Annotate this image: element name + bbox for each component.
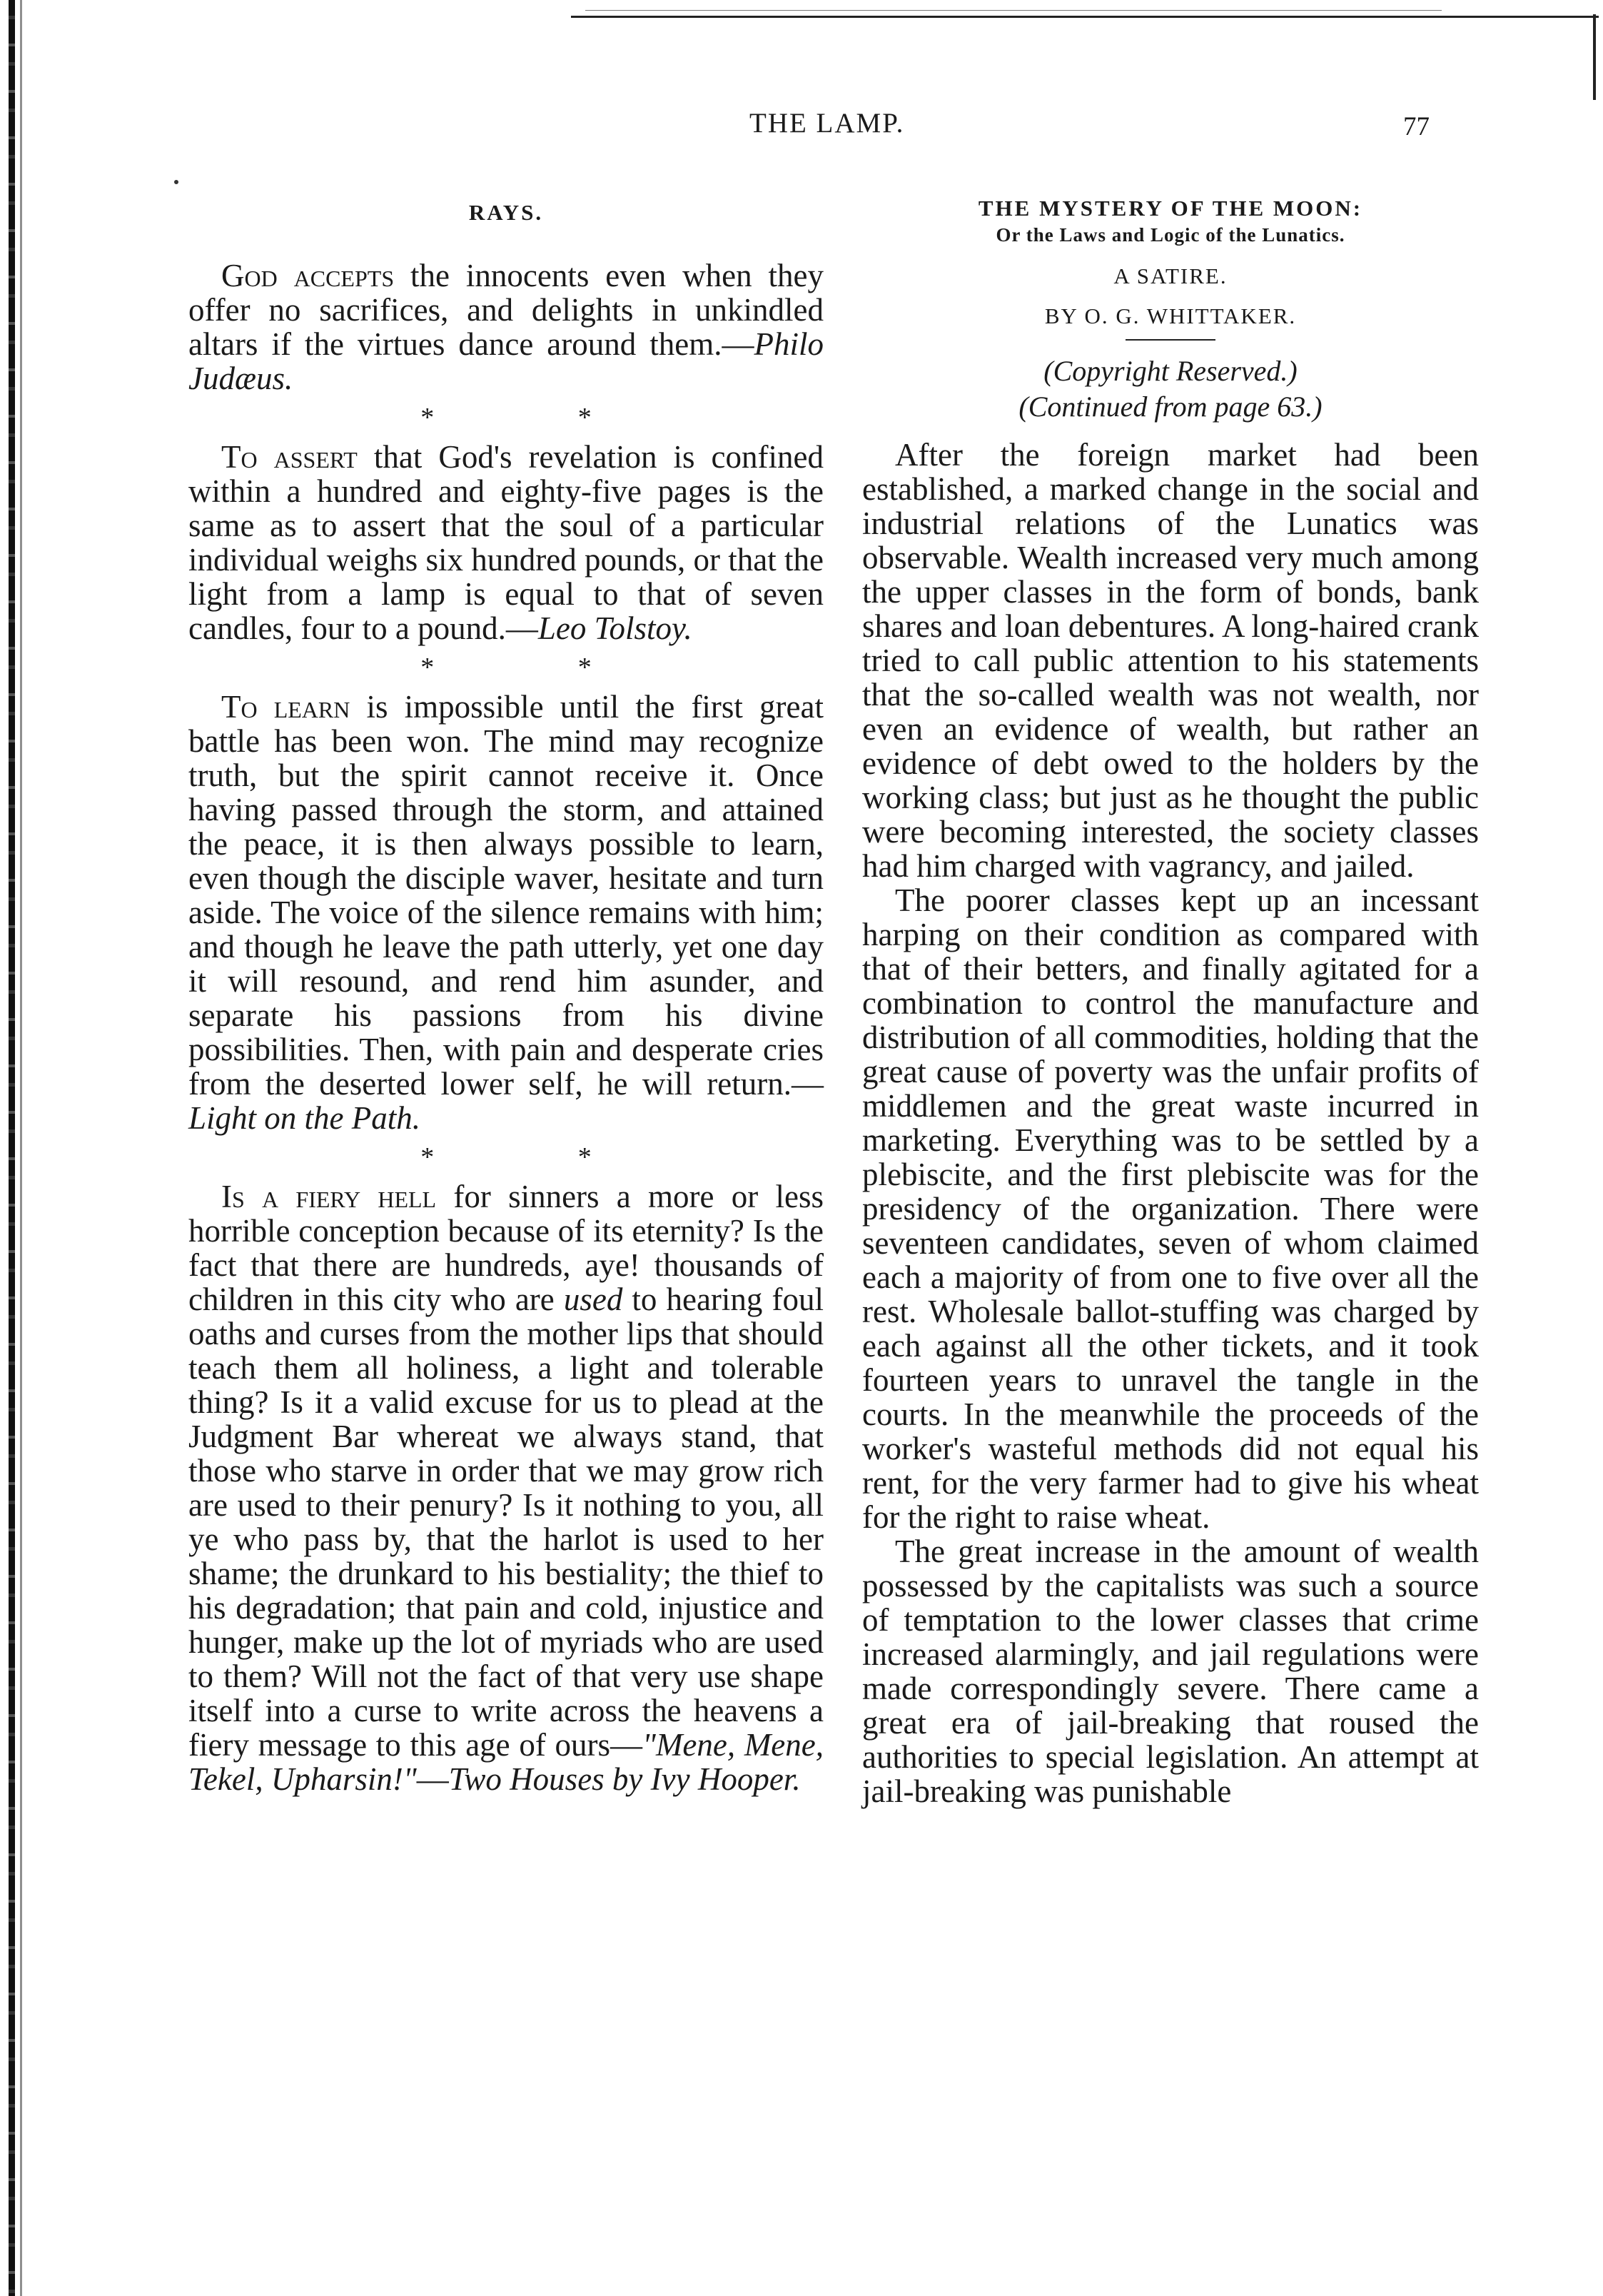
ink-speck xyxy=(174,180,178,184)
paragraph xyxy=(188,258,824,396)
scan-border-line xyxy=(571,16,1599,18)
paragraph-text: to hearing foul oaths and curses from the mother lips that should teach them all holiness, a light and tolerable thing? Is it a valid excuse for us to plead at the Judgment Bar whereat we always stand, that those who starve in order that we may grow rich are used to their penury? Is it nothing to you, all ye who pass by, that the harlot is used to her shame; the drunkard to his bestiality; the thief to his degradation; that pain and cold, injustice and hunger, make up the lot of myriads who are used to them? Will not the fact of that very use shape itself into a curse to write across the heavens a fiery message to this age of ours— xyxy=(188,1282,824,1763)
emphasis: used xyxy=(563,1282,623,1317)
citation: Two Houses by Ivy Hooper. xyxy=(448,1761,801,1797)
continued-note: (Continued from page 63.) xyxy=(1018,391,1323,423)
editorial-notes xyxy=(862,353,1479,425)
article-title: THE MYSTERY OF THE MOON: xyxy=(978,196,1363,221)
article-subtitle: Or the Laws and Logic of the Lunatics. xyxy=(996,224,1345,246)
left-column xyxy=(188,186,824,1796)
binding-edge xyxy=(9,0,15,2296)
paragraph xyxy=(188,1179,824,1796)
quotation: "Mene, Mene, Tekel, Upharsin!" xyxy=(188,1727,824,1797)
paragraph-text: the innocents even when they offer no sacrifices, and delights in unkindled altars if the virtues dance around them.— xyxy=(188,258,824,362)
paragraph: The great increase in the amount of wealth possessed by the capitalists was such a source of temptation to the lower classes that crime increased alarmingly, and jail regulations were made correspondingly severe. There came a great era of jail-breaking that roused the authorities to special legislation. An attempt at jail-breaking was punishable xyxy=(862,1534,1479,1809)
paragraph-text: that God's revelation is confined within a hundred and eighty-five pages is the same as to assert that the soul of a particular individual weighs six hundred pounds, or that the light from a lamp is equal to that of seven candles, four to a pound.— xyxy=(188,439,824,646)
article-genre: A SATIRE. xyxy=(1113,263,1228,288)
citation: Leo Tolstoy. xyxy=(537,610,692,646)
paragraph-lead: God accepts xyxy=(221,258,395,293)
journal-title: THE LAMP. xyxy=(749,108,905,139)
paragraph-lead: To assert xyxy=(221,439,358,475)
paragraph-lead: Is a fiery hell xyxy=(221,1179,437,1214)
citation: Philo Judæus. xyxy=(188,326,824,396)
citation: Light on the Path. xyxy=(188,1100,420,1136)
paragraph xyxy=(188,690,824,1135)
section-heading: RAYS. xyxy=(468,200,544,225)
copyright-note: (Copyright Reserved.) xyxy=(1043,355,1298,387)
paragraph xyxy=(188,440,824,645)
right-column xyxy=(862,186,1479,1808)
byline: BY O. G. WHITTAKER. xyxy=(1044,303,1297,328)
paragraph-lead: To learn xyxy=(221,689,350,725)
dash: — xyxy=(416,1761,449,1797)
asterisk-separator: * * xyxy=(420,1142,660,1172)
divider xyxy=(1126,339,1215,341)
paragraph: The poorer classes kept up an incessant harping on their condition as compared with that of their betters, and finally agitated for a combination to control the manufacture and distribution of all commodities, holding that the great cause of poverty was the unfair profits of middlemen and the great waste incurred in marketing. Everything was to be settled by a plebiscite, and the first plebiscite was for the presidency of the organization. There were seventeen candidates, seven of whom claimed each a majority of from one to five over all the rest. Wholesale ballot-stuffing was charged by each against all the other tickets, and it took fourteen years to unravel the tangle in the courts. In the meanwhile the proceeds of the worker's wasteful methods did not equal his rent, for the very farmer had to give his wheat for the right to raise wheat. xyxy=(862,882,1479,1535)
scan-border-line xyxy=(1593,14,1596,100)
asterisk-separator: * * xyxy=(420,653,660,683)
running-head xyxy=(0,107,1603,150)
paragraph-text: is impossible until the first great battle has been won. The mind may recognize truth, but the spirit cannot receive it. Once having passed through the storm, and attained the peace, it is then always possible to learn, even though the disciple waver, hesitate and turn aside. The voice of the silence remains with him; and though he leave the path utterly, yet one day it will resound, and rend him asunder, and separate his passions from his divine possibilities. Then, with pain and desperate cries from the deserted lower self, he will return.— xyxy=(188,689,824,1102)
scan-border-line xyxy=(585,10,1442,11)
paragraph: After the foreign market had been established, a marked change in the social and industrial relations of the Lunatics was observable. Wealth increased very much among the upper classes in the form of bonds, bank shares and loan debentures. A long-haired crank tried to call public attention to his statements that the so-called wealth was not wealth, nor even an evidence of wealth, but rather an evidence of debt owed to the holders by the working class; but just as he thought the public were becoming interested, the society classes had him charged with vagrancy, and jailed. xyxy=(862,437,1479,884)
page-number: 77 xyxy=(1403,112,1430,141)
binding-edge xyxy=(20,0,22,2296)
paragraph-text: for sinners a more or less horrible conception because of its eternity? Is the fact that there are hundreds, aye! thousands of children in this city who are xyxy=(188,1179,824,1317)
asterisk-separator: * * xyxy=(420,403,660,433)
